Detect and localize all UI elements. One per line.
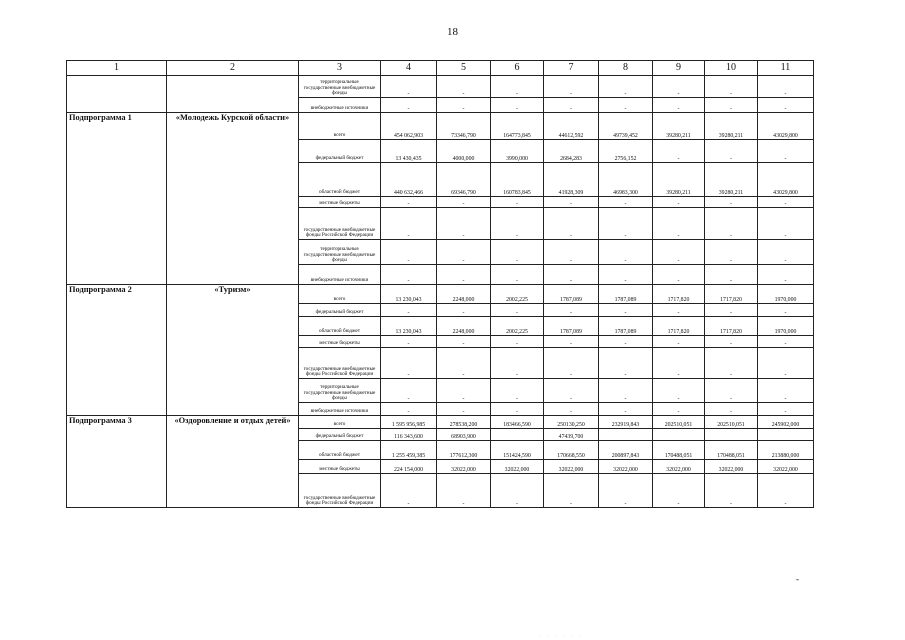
amount-cell: 13 230,043 [381, 285, 437, 304]
amount-cell: - [599, 379, 653, 403]
column-header: 5 [437, 61, 491, 76]
amount-cell: 39280,211 [653, 163, 705, 197]
funding-source: областной бюджет [299, 317, 381, 336]
amount-cell: - [381, 379, 437, 403]
amount-cell: - [544, 265, 599, 285]
amount-cell: 39280,211 [653, 113, 705, 140]
amount-cell [705, 429, 758, 441]
amount-cell: - [437, 76, 491, 98]
amount-cell: 213880,000 [758, 441, 814, 460]
amount-cell: - [705, 348, 758, 379]
amount-cell: - [381, 348, 437, 379]
amount-cell: - [544, 240, 599, 265]
amount-cell: - [653, 403, 705, 416]
amount-cell: - [544, 304, 599, 317]
amount-cell: 4000,000 [437, 140, 491, 163]
amount-cell [491, 429, 544, 441]
amount-cell: - [599, 240, 653, 265]
amount-cell: 183466,590 [491, 416, 544, 429]
amount-cell: - [653, 304, 705, 317]
amount-cell: - [599, 474, 653, 508]
amount-cell: - [381, 240, 437, 265]
subprogram-name: «Молодежь Курской области» [167, 113, 299, 285]
amount-cell: - [653, 265, 705, 285]
amount-cell: - [491, 403, 544, 416]
amount-cell: 43029,800 [758, 163, 814, 197]
funding-source: местные бюджеты [299, 460, 381, 474]
subprogram-name: «Туризм» [167, 285, 299, 416]
amount-cell: 46983,300 [599, 163, 653, 197]
subprogram-name [167, 76, 299, 113]
amount-cell: 43029,800 [758, 113, 814, 140]
amount-cell: - [758, 240, 814, 265]
amount-cell: 2002,225 [491, 285, 544, 304]
amount-cell: 440 632,466 [381, 163, 437, 197]
amount-cell: - [437, 403, 491, 416]
funding-source: областной бюджет [299, 163, 381, 197]
amount-cell: 170488,051 [653, 441, 705, 460]
table-row [67, 285, 814, 304]
amount-cell: - [758, 403, 814, 416]
amount-cell: - [653, 240, 705, 265]
amount-cell: - [599, 98, 653, 113]
amount-cell: - [705, 140, 758, 163]
amount-cell: - [599, 403, 653, 416]
amount-cell: 200897,843 [599, 441, 653, 460]
amount-cell: - [758, 336, 814, 348]
amount-cell: - [599, 304, 653, 317]
amount-cell: - [758, 265, 814, 285]
amount-cell: 232919,843 [599, 416, 653, 429]
amount-cell: 224 154,000 [381, 460, 437, 474]
amount-cell: - [437, 197, 491, 208]
amount-cell: - [705, 98, 758, 113]
funding-source: государственные внебюджетные фонды Российской Федерации [299, 348, 381, 379]
amount-cell: 39280,211 [705, 113, 758, 140]
amount-cell: - [544, 76, 599, 98]
funding-source: всего [299, 113, 381, 140]
amount-cell: - [437, 379, 491, 403]
amount-cell: - [758, 197, 814, 208]
column-header: 1 [67, 61, 167, 76]
amount-cell: 69346,790 [437, 163, 491, 197]
column-header: 9 [653, 61, 705, 76]
amount-cell: 2002,225 [491, 317, 544, 336]
amount-cell: 68903,900 [437, 429, 491, 441]
column-header: 10 [705, 61, 758, 76]
amount-cell: 39280,211 [705, 163, 758, 197]
amount-cell: - [653, 197, 705, 208]
amount-cell: 1717,820 [705, 317, 758, 336]
funding-source: всего [299, 416, 381, 429]
amount-cell: - [599, 265, 653, 285]
amount-cell: - [491, 76, 544, 98]
amount-cell: 1970,000 [758, 285, 814, 304]
amount-cell: 3990,000 [491, 140, 544, 163]
header-row [67, 61, 814, 76]
amount-cell: - [381, 304, 437, 317]
subprogram-label: Подпрограмма 2 [67, 285, 167, 416]
amount-cell: - [758, 348, 814, 379]
amount-cell: - [491, 240, 544, 265]
amount-cell: - [437, 208, 491, 240]
amount-cell: - [491, 348, 544, 379]
amount-cell: 1787,089 [544, 285, 599, 304]
column-header: 8 [599, 61, 653, 76]
column-header: 4 [381, 61, 437, 76]
amount-cell: - [653, 140, 705, 163]
amount-cell: - [381, 76, 437, 98]
amount-cell: 2684,283 [544, 140, 599, 163]
budget-table [66, 60, 814, 508]
amount-cell: - [381, 98, 437, 113]
amount-cell: 1717,820 [653, 285, 705, 304]
amount-cell: - [705, 474, 758, 508]
amount-cell: - [381, 403, 437, 416]
amount-cell: - [758, 304, 814, 317]
amount-cell: 32022,000 [491, 460, 544, 474]
amount-cell: - [381, 336, 437, 348]
amount-cell: 454 062,903 [381, 113, 437, 140]
amount-cell: - [599, 348, 653, 379]
amount-cell: - [381, 265, 437, 285]
funding-source: территориальные государственные внебюджетные фонды [299, 240, 381, 265]
column-header: 3 [299, 61, 381, 76]
funding-source: областной бюджет [299, 441, 381, 460]
funding-source: территориальные государственные внебюджетные фонды [299, 379, 381, 403]
amount-cell: - [437, 336, 491, 348]
amount-cell: 49739,452 [599, 113, 653, 140]
amount-cell: 1787,089 [599, 317, 653, 336]
amount-cell: - [491, 208, 544, 240]
amount-cell: 202510,051 [653, 416, 705, 429]
funding-source: федеральный бюджет [299, 429, 381, 441]
amount-cell: - [491, 379, 544, 403]
amount-cell: - [705, 304, 758, 317]
amount-cell: - [758, 76, 814, 98]
amount-cell: 202510,051 [705, 416, 758, 429]
amount-cell: 116 343,600 [381, 429, 437, 441]
subprogram-label [67, 76, 167, 113]
amount-cell: - [758, 98, 814, 113]
amount-cell: - [491, 336, 544, 348]
amount-cell [758, 429, 814, 441]
funding-source: государственные внебюджетные фонды Российской Федерации [299, 474, 381, 508]
subprogram-name: «Оздоровление и отдых детей» [167, 416, 299, 508]
amount-cell: - [544, 336, 599, 348]
amount-cell: 13 230,043 [381, 317, 437, 336]
amount-cell: 32022,000 [599, 460, 653, 474]
amount-cell: 1787,089 [599, 285, 653, 304]
amount-cell: - [758, 208, 814, 240]
funding-source: федеральный бюджет [299, 304, 381, 317]
amount-cell: - [705, 208, 758, 240]
amount-cell: - [653, 98, 705, 113]
amount-cell [653, 429, 705, 441]
column-header: 2 [167, 61, 299, 76]
amount-cell: - [437, 240, 491, 265]
amount-cell: 170668,550 [544, 441, 599, 460]
subprogram-label: Подпрограмма 1 [67, 113, 167, 285]
funding-source: внебюджетные источники [299, 98, 381, 113]
funding-source: внебюджетные источники [299, 403, 381, 416]
amount-cell: - [544, 403, 599, 416]
funding-source: местные бюджеты [299, 197, 381, 208]
amount-cell: - [653, 379, 705, 403]
column-header: 6 [491, 61, 544, 76]
stray-dash: - [796, 574, 799, 584]
amount-cell: - [705, 240, 758, 265]
amount-cell: 177612,300 [437, 441, 491, 460]
amount-cell: - [544, 208, 599, 240]
amount-cell: - [758, 140, 814, 163]
amount-cell: - [544, 474, 599, 508]
amount-cell: 151424,590 [491, 441, 544, 460]
funding-source: местные бюджеты [299, 336, 381, 348]
amount-cell: - [599, 197, 653, 208]
amount-cell: 2756,152 [599, 140, 653, 163]
amount-cell: - [653, 208, 705, 240]
amount-cell: 1717,820 [653, 317, 705, 336]
amount-cell: 44612,592 [544, 113, 599, 140]
funding-source: территориальные государственные внебюджетные фонды [299, 76, 381, 98]
subprogram-label: Подпрограмма 3 [67, 416, 167, 508]
amount-cell: 1717,820 [705, 285, 758, 304]
amount-cell: - [544, 348, 599, 379]
amount-cell: 245902,000 [758, 416, 814, 429]
amount-cell: - [544, 379, 599, 403]
amount-cell: 250130,250 [544, 416, 599, 429]
funding-source: всего [299, 285, 381, 304]
amount-cell: - [491, 474, 544, 508]
amount-cell: 1 255 459,385 [381, 441, 437, 460]
funding-source: государственные внебюджетные фонды Российской Федерации [299, 208, 381, 240]
amount-cell: - [437, 474, 491, 508]
page-number: 18 [447, 26, 458, 38]
table-body [67, 76, 814, 508]
amount-cell: - [491, 304, 544, 317]
table-row [67, 416, 814, 429]
amount-cell: 2248,000 [437, 317, 491, 336]
amount-cell: 47439,700 [544, 429, 599, 441]
amount-cell: 32022,000 [437, 460, 491, 474]
amount-cell: 1787,089 [544, 317, 599, 336]
amount-cell: - [381, 197, 437, 208]
column-header: 11 [758, 61, 814, 76]
amount-cell: - [437, 98, 491, 113]
amount-cell: - [381, 474, 437, 508]
amount-cell: - [653, 76, 705, 98]
amount-cell: - [653, 348, 705, 379]
amount-cell: - [705, 265, 758, 285]
amount-cell: 41928,309 [544, 163, 599, 197]
amount-cell: - [758, 474, 814, 508]
amount-cell: 170488,051 [705, 441, 758, 460]
amount-cell [599, 429, 653, 441]
amount-cell: - [758, 379, 814, 403]
funding-source: федеральный бюджет [299, 140, 381, 163]
amount-cell: 2248,000 [437, 285, 491, 304]
amount-cell: - [599, 76, 653, 98]
amount-cell: 278538,200 [437, 416, 491, 429]
amount-cell: - [653, 336, 705, 348]
amount-cell: 73346,790 [437, 113, 491, 140]
amount-cell: - [491, 265, 544, 285]
amount-cell: 32022,000 [653, 460, 705, 474]
amount-cell: - [705, 336, 758, 348]
table-row [67, 113, 814, 140]
amount-cell: 32022,000 [705, 460, 758, 474]
amount-cell: 164773,845 [491, 113, 544, 140]
amount-cell: - [491, 197, 544, 208]
funding-source: внебюджетные источники [299, 265, 381, 285]
scan-specks: . . . . . . [540, 633, 584, 638]
amount-cell: 32022,000 [544, 460, 599, 474]
column-header: 7 [544, 61, 599, 76]
amount-cell: 1 595 956,985 [381, 416, 437, 429]
amount-cell: - [705, 76, 758, 98]
amount-cell: - [381, 208, 437, 240]
amount-cell: - [437, 348, 491, 379]
amount-cell: 13 430,435 [381, 140, 437, 163]
amount-cell: - [544, 98, 599, 113]
amount-cell: - [599, 208, 653, 240]
amount-cell: 160783,845 [491, 163, 544, 197]
amount-cell: 1970,000 [758, 317, 814, 336]
amount-cell: - [437, 265, 491, 285]
amount-cell: - [705, 197, 758, 208]
amount-cell: - [599, 336, 653, 348]
amount-cell: - [653, 474, 705, 508]
amount-cell: - [437, 304, 491, 317]
amount-cell: - [705, 379, 758, 403]
amount-cell: - [705, 403, 758, 416]
amount-cell: - [491, 98, 544, 113]
table-row [67, 76, 814, 98]
amount-cell: 32022,000 [758, 460, 814, 474]
amount-cell: - [544, 197, 599, 208]
